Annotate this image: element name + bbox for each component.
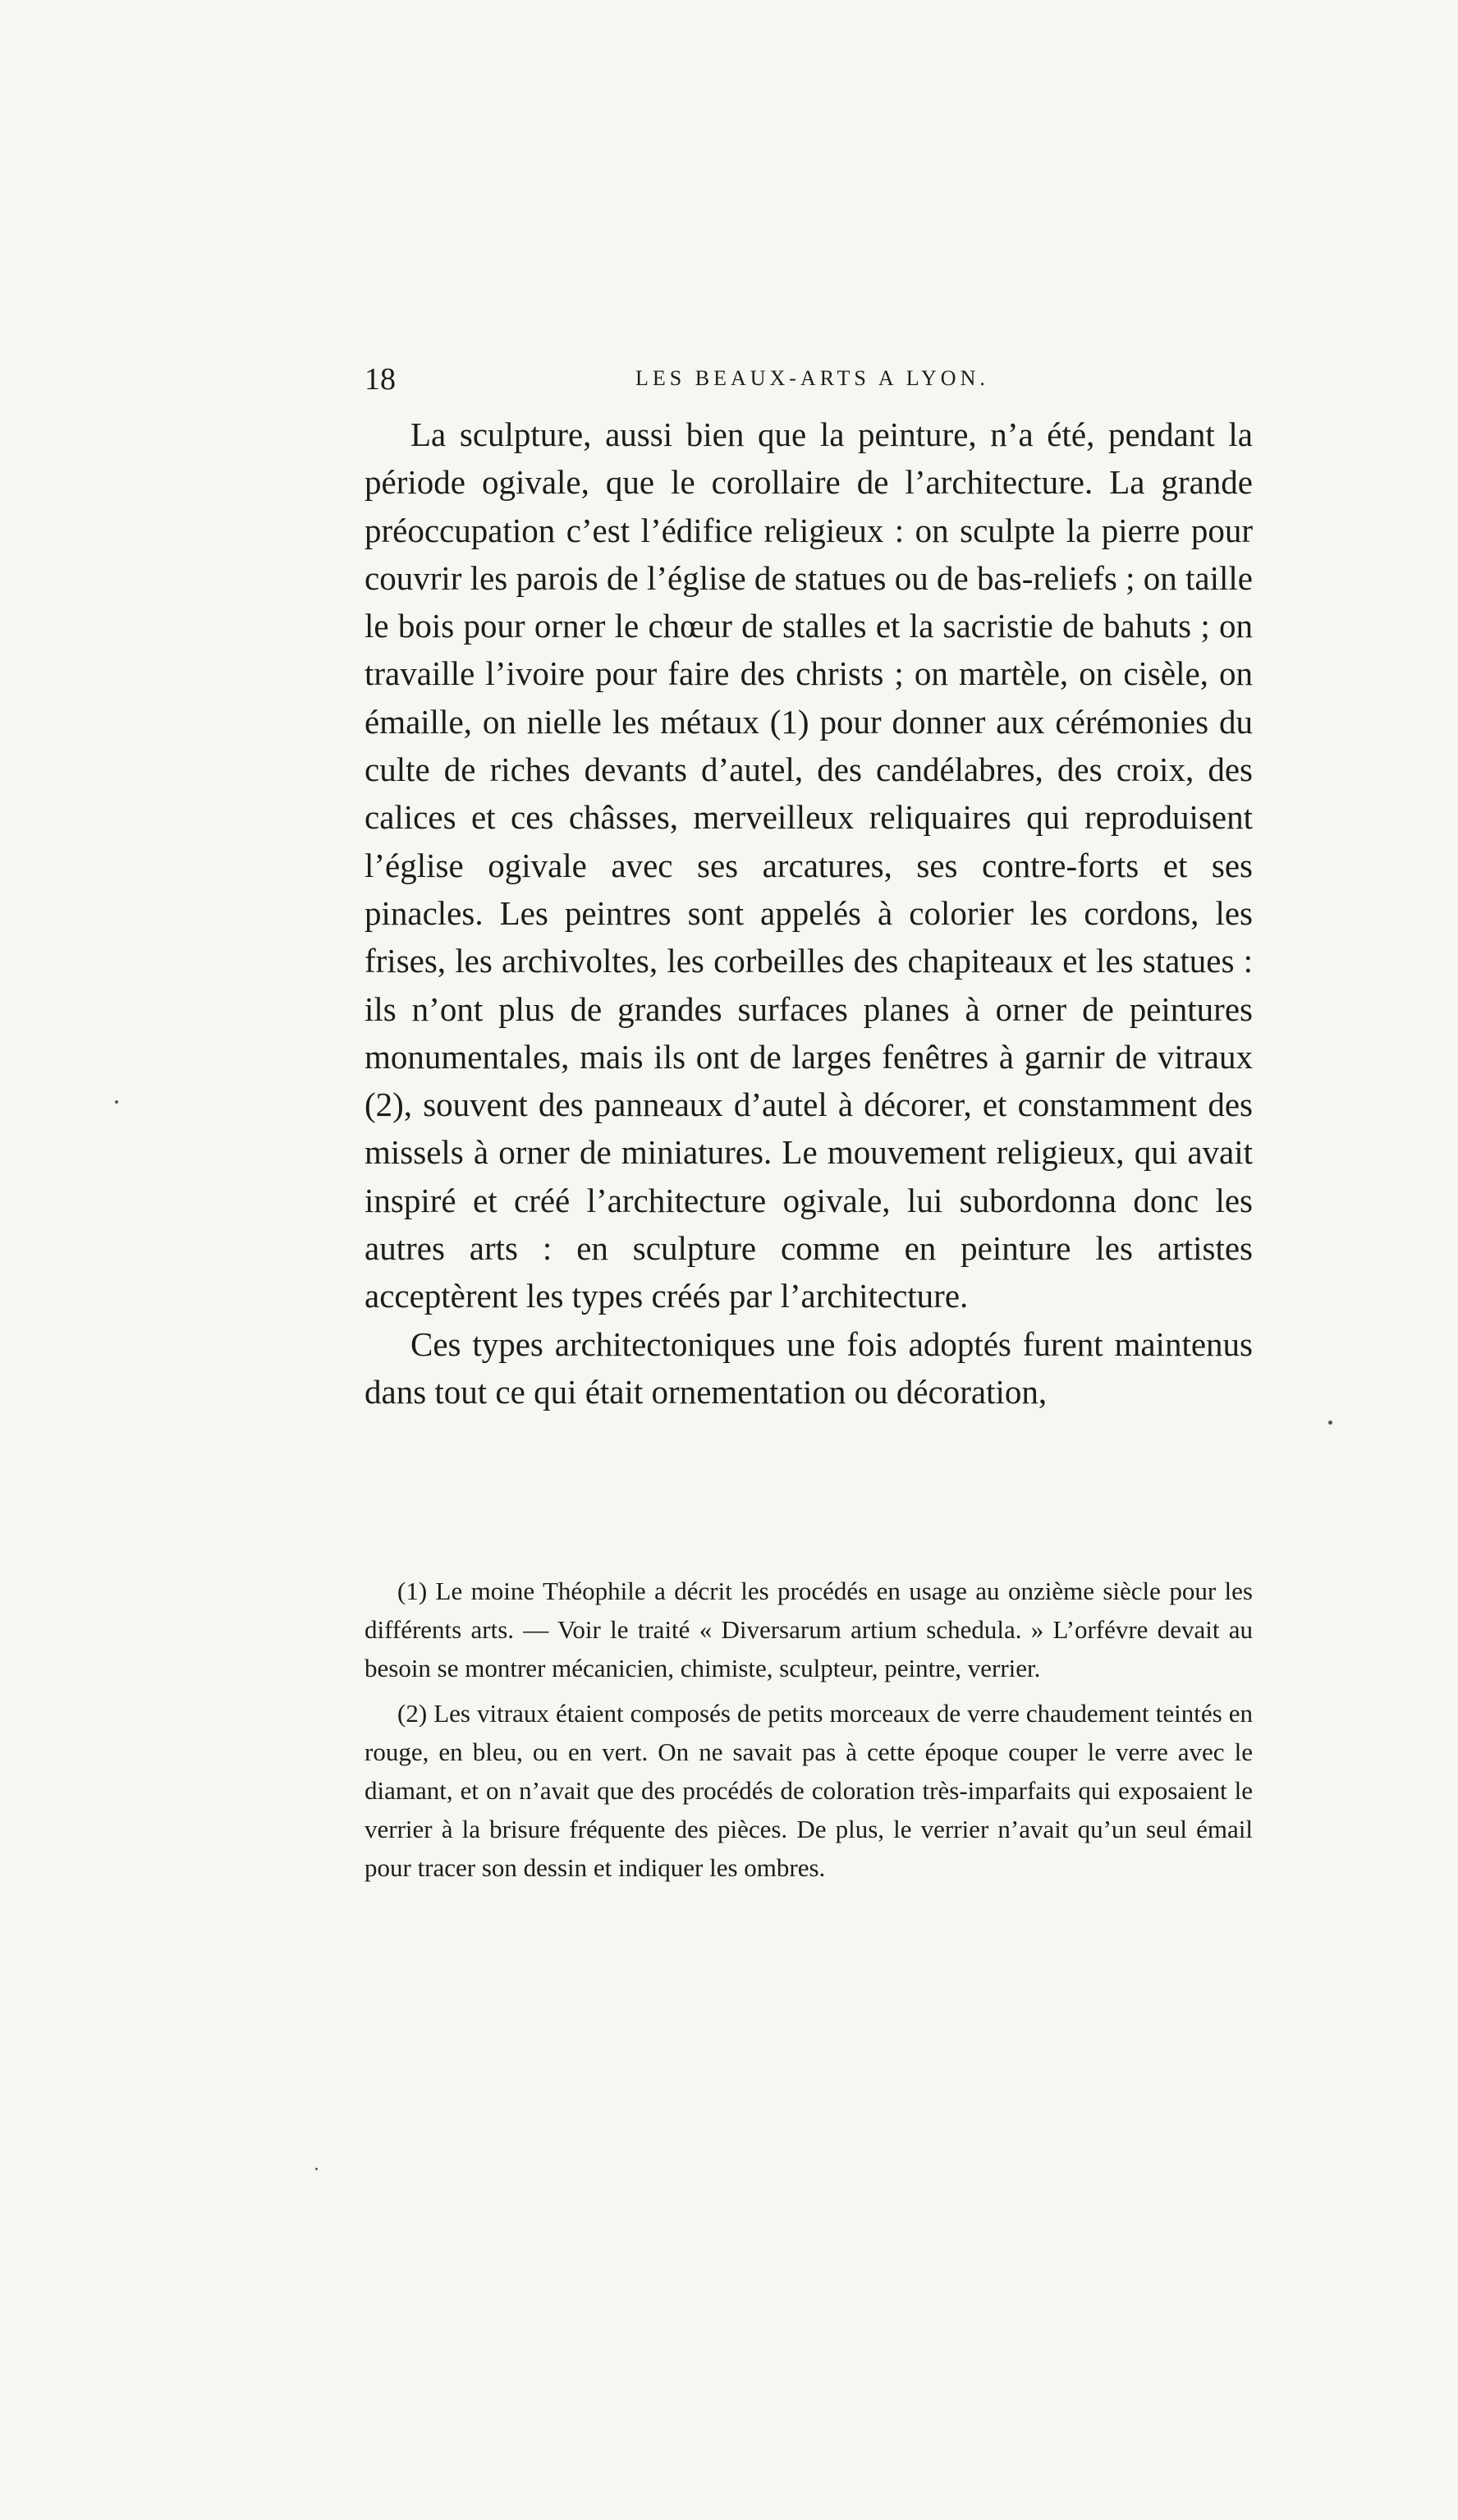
running-title: LES BEAUX-ARTS A LYON. <box>635 366 989 390</box>
page-number: 18 <box>364 362 396 397</box>
body-paragraph: Ces types architectoniques une fois adoptés furent maintenus dans tout ce qui était ornementation ou décoration, <box>364 1324 1253 1411</box>
paper-speck <box>1328 1421 1332 1425</box>
running-head <box>364 361 1276 402</box>
paper-speck <box>315 2168 318 2170</box>
footnote: (1) Le moine Théophile a décrit les procédés en usage au onzième siècle pour les différents arts. — Voir le traité « Diversarum artium schedula. » L’orfévre devait au besoin se montrer mécanicien, chimiste, sculpteur, peintre, verrier. <box>364 1577 1253 1682</box>
body-paragraph: La sculpture, aussi bien que la peinture, n’a été, pendant la période ogivale, que le corollaire de l’architecture. La grande préoccupation c’est l’édifice religieux : on sculpte la pierre pour couvrir les parois de l’église de statues ou de bas-reliefs ; on taille le bois pour orner le chœur de stalles et la sacristie de bahuts ; on travaille l’ivoire pour faire des christs ; on martèle, on cisèle, on émaille, on nielle les métaux (1) pour donner aux cérémonies du culte de riches devants d’autel, des candélabres, des croix, des calices et ces châsses, merveilleux reliquaires qui reproduisent l’église ogivale avec ses arcatures, ses contre-forts et ses pinacles. Les peintres sont appelés à colorier les cordons, les frises, les archivoltes, les corbeilles des chapiteaux et les statues : ils n’ont plus de grandes surfaces planes à orner de peintures monumentales, mais ils ont de larges fenêtres à garnir de vitraux (2), souvent des panneaux d’autel à décorer, et constamment des missels à orner de miniatures. Le mouvement religieux, qui avait inspiré et créé l’architecture ogivale, lui subordonna donc les autres arts : en sculpture comme en peinture les artistes acceptèrent les types créés par l’architecture. <box>364 415 1253 1315</box>
footnotes <box>364 1572 1253 1894</box>
paper-speck <box>115 1100 118 1104</box>
body-text <box>364 411 1253 1416</box>
footnote: (2) Les vitraux étaient composés de petits morceaux de verre chaudement teintés en rouge, en bleu, ou en vert. On ne savait pas à cette époque couper le verre avec le diamant, et on n’avait que des procédés de coloration très-imparfaits qui exposaient le verrier à la brisure fréquente des pièces. De plus, le verrier n’avait qu’un seul émail pour tracer son dessin et indiquer les ombres. <box>364 1698 1253 1882</box>
